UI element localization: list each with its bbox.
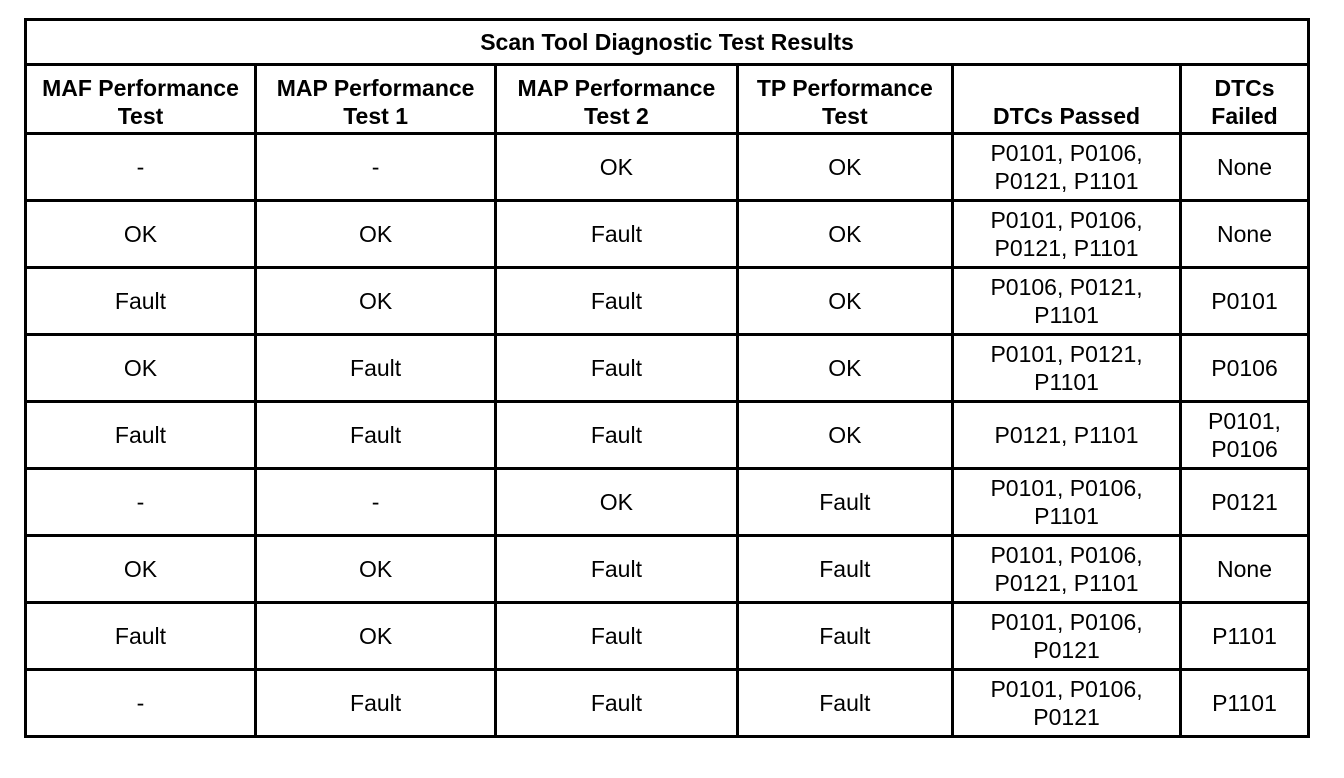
cell-text: P0101, P0106,: [990, 609, 1143, 635]
table-cell: [953, 603, 1181, 670]
cell-text: P1101: [1034, 302, 1099, 328]
table-row: [26, 134, 1309, 201]
cell-text: OK: [358, 556, 393, 582]
cell-text: P1101: [1034, 369, 1099, 395]
cell-text: None: [1217, 154, 1272, 180]
column-header: [953, 65, 1181, 134]
table-row: [26, 536, 1309, 603]
cell-text: None: [1217, 556, 1272, 582]
table-row: [26, 469, 1309, 536]
cell-text: P0106: [1211, 355, 1278, 381]
table-row: [26, 670, 1309, 737]
cell-text: P0121: [1033, 704, 1100, 730]
cell-text: P1101: [1212, 623, 1277, 649]
table-row: [26, 402, 1309, 469]
cell-text: Fault: [114, 288, 167, 314]
cell-text: OK: [123, 556, 158, 582]
table-cell: [953, 402, 1181, 469]
table-cell: [255, 402, 495, 469]
cell-text: Fault: [819, 690, 871, 716]
table-cell: [737, 536, 953, 603]
cell-text: -: [371, 154, 380, 180]
cell-text: P1101: [1212, 690, 1277, 716]
column-header: [26, 65, 256, 134]
column-header-text: MAP Performance: [517, 75, 716, 101]
cell-text: P0101, P0106,: [990, 475, 1143, 501]
column-header: [255, 65, 495, 134]
cell-text: OK: [828, 154, 862, 180]
table-cell: [26, 402, 256, 469]
table-row: [26, 268, 1309, 335]
cell-text: None: [1217, 221, 1272, 247]
cell-text: P0121, P1101: [994, 235, 1139, 261]
table-cell: [737, 201, 953, 268]
table-cell: [737, 670, 953, 737]
cell-text: OK: [358, 288, 393, 314]
table-cell: [737, 469, 953, 536]
table-cell: [496, 268, 737, 335]
cell-text: P0101: [1211, 288, 1278, 314]
cell-text: -: [136, 690, 145, 716]
cell-text: OK: [123, 221, 158, 247]
cell-text: P0121, P1101: [994, 422, 1139, 448]
table-cell: [953, 335, 1181, 402]
table-cell: [255, 536, 495, 603]
cell-text: OK: [599, 154, 634, 180]
cell-text: Fault: [819, 623, 871, 649]
column-header: [737, 65, 953, 134]
cell-text: OK: [828, 355, 862, 381]
column-header-text: Failed: [1211, 103, 1278, 129]
cell-text: Fault: [590, 623, 642, 649]
cell-text: P0101, P0106,: [990, 207, 1143, 233]
table-cell: [26, 603, 256, 670]
table-row: [26, 335, 1309, 402]
table-cell: [26, 536, 256, 603]
cell-text: Fault: [350, 422, 402, 448]
table-cell: [26, 268, 256, 335]
cell-text: P0101, P0106,: [990, 542, 1143, 568]
table-cell: [255, 201, 495, 268]
cell-text: Fault: [350, 355, 402, 381]
column-header-text: Test: [822, 103, 868, 129]
table-cell: [255, 670, 495, 737]
column-header-text: DTCs Passed: [993, 103, 1141, 129]
cell-text: OK: [828, 288, 862, 314]
cell-text: P0106: [1211, 436, 1278, 462]
diagnostic-results-table: [24, 18, 1310, 738]
cell-text: Fault: [590, 556, 642, 582]
cell-text: Fault: [590, 288, 642, 314]
cell-text: P0101, P0106,: [990, 140, 1143, 166]
column-header-text: TP Performance: [756, 75, 933, 101]
table-cell: [496, 536, 737, 603]
table-title-row: [26, 20, 1309, 65]
table-cell: [953, 201, 1181, 268]
table-cell: [496, 201, 737, 268]
cell-text: Fault: [114, 623, 167, 649]
table-cell: [496, 670, 737, 737]
cell-text: -: [371, 489, 380, 515]
table-cell: [26, 201, 256, 268]
cell-text: P0106, P0121,: [990, 274, 1143, 300]
table-cell: [953, 134, 1181, 201]
cell-text: OK: [599, 489, 634, 515]
table-body: [26, 134, 1309, 737]
cell-text: OK: [828, 221, 862, 247]
table-cell: [255, 268, 495, 335]
cell-text: Fault: [819, 556, 871, 582]
cell-text: P0121: [1033, 637, 1100, 663]
table-cell: [953, 670, 1181, 737]
table-cell: [737, 402, 953, 469]
table-cell: [737, 268, 953, 335]
cell-text: OK: [358, 221, 393, 247]
column-header-text: Test 2: [584, 103, 649, 129]
table-cell: [1181, 268, 1309, 335]
table-cell: [26, 469, 256, 536]
cell-text: OK: [123, 355, 158, 381]
table-cell: [1181, 201, 1309, 268]
column-header-text: DTCs: [1214, 75, 1275, 101]
table-cell: [1181, 469, 1309, 536]
cell-text: Fault: [590, 690, 642, 716]
table-row: [26, 603, 1309, 670]
column-header-text: MAP Performance: [276, 75, 475, 101]
table-cell: [26, 670, 256, 737]
cell-text: Fault: [590, 221, 642, 247]
cell-text: OK: [358, 623, 393, 649]
table-title: Scan Tool Diagnostic Test Results: [26, 20, 1309, 65]
table-cell: [26, 335, 256, 402]
table-cell: [496, 603, 737, 670]
table-cell: [953, 469, 1181, 536]
table-cell: [737, 603, 953, 670]
table-cell: [496, 134, 737, 201]
cell-text: Fault: [114, 422, 167, 448]
cell-text: -: [136, 489, 145, 515]
cell-text: Fault: [350, 690, 402, 716]
table-cell: [26, 134, 256, 201]
cell-text: P0101, P0121,: [990, 341, 1143, 367]
table-cell: [737, 134, 953, 201]
table-cell: [496, 335, 737, 402]
cell-text: P0101, P0106,: [990, 676, 1143, 702]
cell-text: P0121, P1101: [994, 168, 1139, 194]
column-header-text: Test 1: [343, 103, 408, 129]
table-cell: [496, 469, 737, 536]
table-cell: [1181, 335, 1309, 402]
table-cell: [737, 335, 953, 402]
table-cell: [1181, 402, 1309, 469]
cell-text: P0121: [1211, 489, 1278, 515]
table-cell: [1181, 134, 1309, 201]
cell-text: Fault: [590, 355, 642, 381]
table-row: [26, 201, 1309, 268]
column-header: [1181, 65, 1309, 134]
cell-text: OK: [828, 422, 862, 448]
table-cell: [255, 134, 495, 201]
column-header: [496, 65, 737, 134]
cell-text: Fault: [819, 489, 871, 515]
column-header-text: MAF Performance: [42, 75, 239, 101]
column-header-text: Test: [117, 103, 164, 129]
table-cell: [255, 469, 495, 536]
table-cell: [496, 402, 737, 469]
column-header-row: [26, 65, 1309, 134]
table-cell: [1181, 536, 1309, 603]
table-cell: [255, 335, 495, 402]
table-cell: [255, 603, 495, 670]
cell-text: P0101,: [1208, 408, 1281, 434]
table-cell: [953, 268, 1181, 335]
cell-text: Fault: [590, 422, 642, 448]
cell-text: -: [136, 154, 145, 180]
cell-text: P0121, P1101: [994, 570, 1139, 596]
table-cell: [1181, 670, 1309, 737]
cell-text: P1101: [1034, 503, 1099, 529]
table-cell: [953, 536, 1181, 603]
table-cell: [1181, 603, 1309, 670]
